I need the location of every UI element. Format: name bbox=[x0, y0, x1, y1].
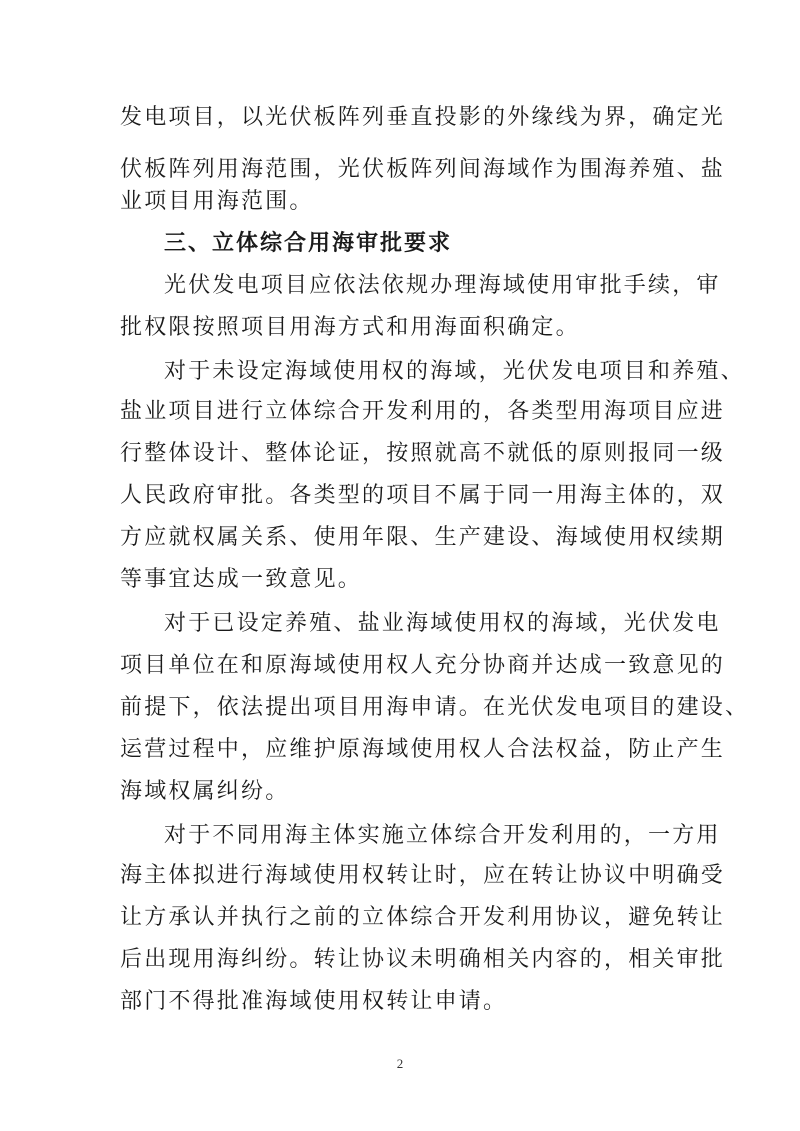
paragraph-line: 行整体设计、整体论证，按照就高不就低的原则报同一级 bbox=[120, 441, 726, 466]
paragraph-line: 部门不得批准海域使用权转让申请。 bbox=[120, 989, 508, 1014]
section-heading: 三、立体综合用海审批要求 bbox=[164, 231, 453, 256]
paragraph-line: 对于未设定海域使用权的海域，光伏发电项目和养殖、 bbox=[164, 359, 745, 384]
paragraph-line: 业项目用海范围。 bbox=[120, 189, 314, 214]
paragraph-line: 海域权属纠纷。 bbox=[120, 779, 290, 804]
paragraph-line: 人民政府审批。各类型的项目不属于同一用海主体的，双 bbox=[120, 483, 726, 508]
paragraph-line: 伏板阵列用海范围，光伏板阵列间海域作为围海养殖、盐 bbox=[120, 157, 726, 182]
paragraph-line: 后出现用海纠纷。转让协议未明确相关内容的，相关审批 bbox=[120, 947, 726, 972]
paragraph-line: 项目单位在和原海域使用权人充分协商并达成一致意见的 bbox=[120, 653, 726, 678]
page-number: 2 bbox=[396, 1056, 404, 1071]
paragraph-line: 前提下，依法提出项目用海申请。在光伏发电项目的建设、 bbox=[120, 695, 750, 720]
paragraph-line: 海主体拟进行海域使用权转让时，应在转让协议中明确受 bbox=[120, 863, 726, 888]
paragraph-line: 对于不同用海主体实施立体综合开发利用的，一方用 bbox=[164, 823, 721, 848]
paragraph-line: 光伏发电项目应依法依规办理海域使用审批手续，审 bbox=[164, 273, 721, 298]
paragraph-line: 发电项目，以光伏板阵列垂直投影的外缘线为界，确定光 bbox=[120, 105, 726, 130]
paragraph-line: 批权限按照项目用海方式和用海面积确定。 bbox=[120, 315, 580, 340]
paragraph-line: 对于已设定养殖、盐业海域使用权的海域，光伏发电 bbox=[164, 611, 721, 636]
paragraph-line: 运营过程中，应维护原海域使用权人合法权益，防止产生 bbox=[120, 737, 726, 762]
paragraph-line: 方应就权属关系、使用年限、生产建设、海域使用权续期 bbox=[120, 525, 726, 550]
paragraph-line: 盐业项目进行立体综合开发利用的，各类型用海项目应进 bbox=[120, 399, 726, 424]
paragraph-line: 让方承认并执行之前的立体综合开发利用协议，避免转让 bbox=[120, 905, 726, 930]
paragraph-line: 等事宜达成一致意见。 bbox=[120, 567, 363, 592]
